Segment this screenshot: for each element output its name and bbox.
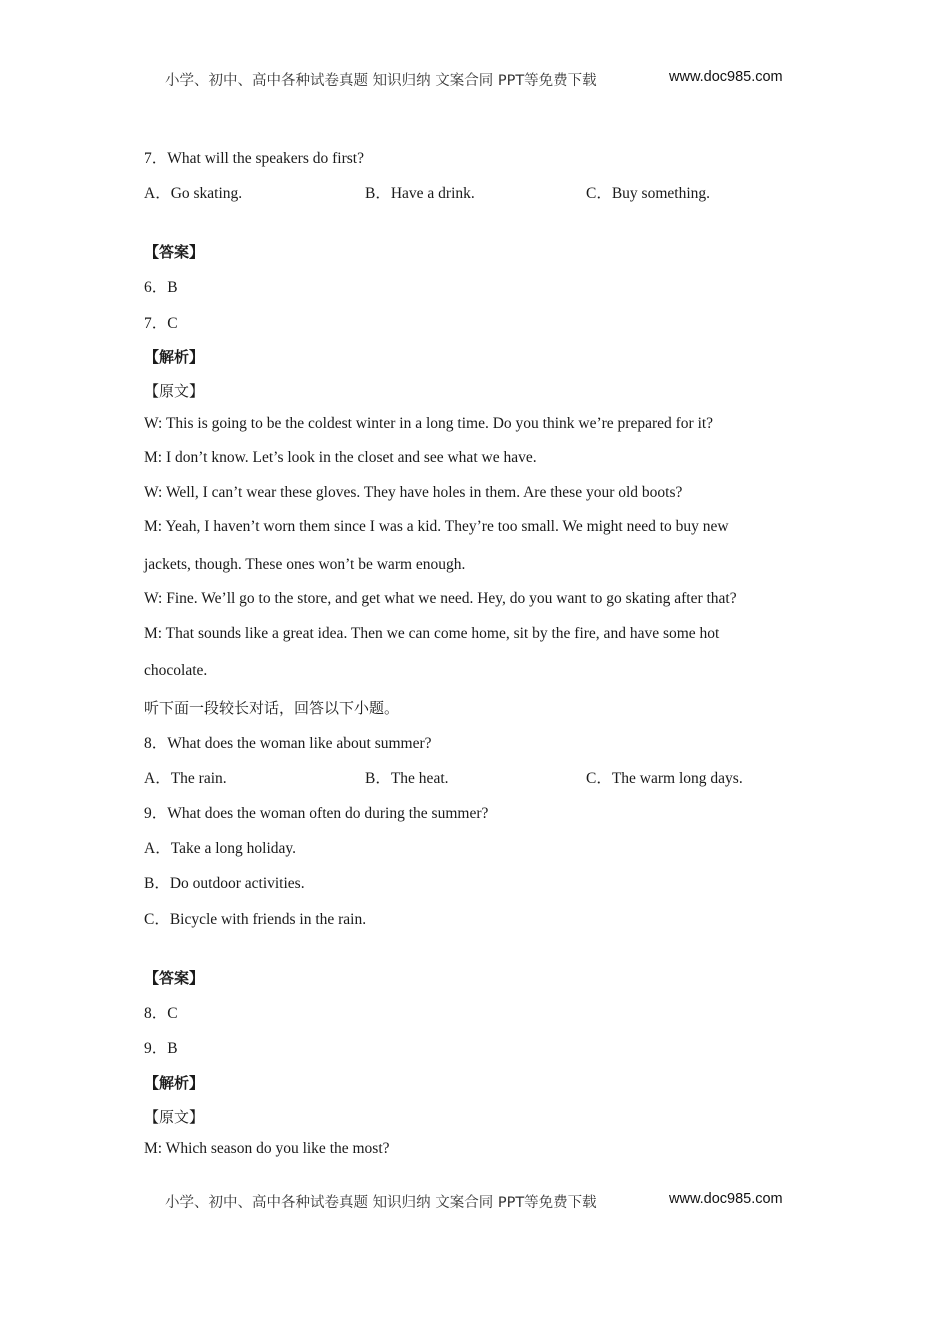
original-text-label: 【原文】 bbox=[144, 382, 205, 400]
answer-7: 7．C bbox=[144, 315, 178, 332]
original-text-label: 【原文】 bbox=[144, 1108, 205, 1126]
q8-option-c: C．The warm long days. bbox=[586, 770, 743, 787]
answer-6: 6．B bbox=[144, 279, 178, 296]
dialogue-line: chocolate. bbox=[144, 662, 208, 679]
answer-8: 8．C bbox=[144, 1005, 178, 1022]
question-7: 7．What will the speakers do first? bbox=[144, 150, 364, 167]
answer-label: 【答案】 bbox=[144, 969, 205, 987]
q7-option-c: C．Buy something. bbox=[586, 185, 711, 202]
q9-option-b: B．Do outdoor activities. bbox=[144, 875, 305, 892]
dialogue-line: jackets, though. These ones won’t be warm enough. bbox=[144, 556, 466, 573]
analysis-label: 【解析】 bbox=[144, 348, 205, 366]
q8-option-a: A．The rain. bbox=[144, 770, 227, 787]
q9-option-a: A．Take a long holiday. bbox=[144, 840, 297, 857]
q7-option-a: A．Go skating. bbox=[144, 185, 243, 202]
dialogue-line: M: Yeah, I haven’t worn them since I was a kid. They’re too small. We might need to buy new bbox=[144, 518, 729, 535]
listening-instruction: 听下面一段较长对话，回答以下小题。 bbox=[144, 699, 400, 717]
question-9: 9．What does the woman often do during the summer? bbox=[144, 805, 489, 822]
q9-option-c: C．Bicycle with friends in the rain. bbox=[144, 911, 367, 928]
dialogue-line: M: I don’t know. Let’s look in the closet and see what we have. bbox=[144, 449, 537, 466]
footer-text: 小学、初中、高中各种试卷真题 知识归纳 文案合同 PPT等免费下载 bbox=[165, 1195, 597, 1211]
answer-label: 【答案】 bbox=[144, 243, 205, 261]
q7-option-b: B．Have a drink. bbox=[365, 185, 475, 202]
dialogue-line: W: Fine. We’ll go to the store, and get what we need. Hey, do you want to go skating after that? bbox=[144, 590, 737, 607]
dialogue-line: W: This is going to be the coldest winter in a long time. Do you think we’re prepared for it? bbox=[144, 415, 714, 432]
footer-url[interactable]: www.doc985.com bbox=[669, 1191, 783, 1207]
q8-option-b: B．The heat. bbox=[365, 770, 449, 787]
header-url[interactable]: www.doc985.com bbox=[669, 69, 783, 85]
question-8: 8．What does the woman like about summer? bbox=[144, 735, 432, 752]
header-text: 小学、初中、高中各种试卷真题 知识归纳 文案合同 PPT等免费下载 bbox=[165, 73, 597, 89]
answer-9: 9．B bbox=[144, 1040, 178, 1057]
analysis-label: 【解析】 bbox=[144, 1074, 205, 1092]
dialogue-line: W: Well, I can’t wear these gloves. They have holes in them. Are these your old boots? bbox=[144, 484, 683, 501]
dialogue-line: M: Which season do you like the most? bbox=[144, 1140, 390, 1157]
dialogue-line: M: That sounds like a great idea. Then we can come home, sit by the fire, and have some hot bbox=[144, 625, 720, 642]
